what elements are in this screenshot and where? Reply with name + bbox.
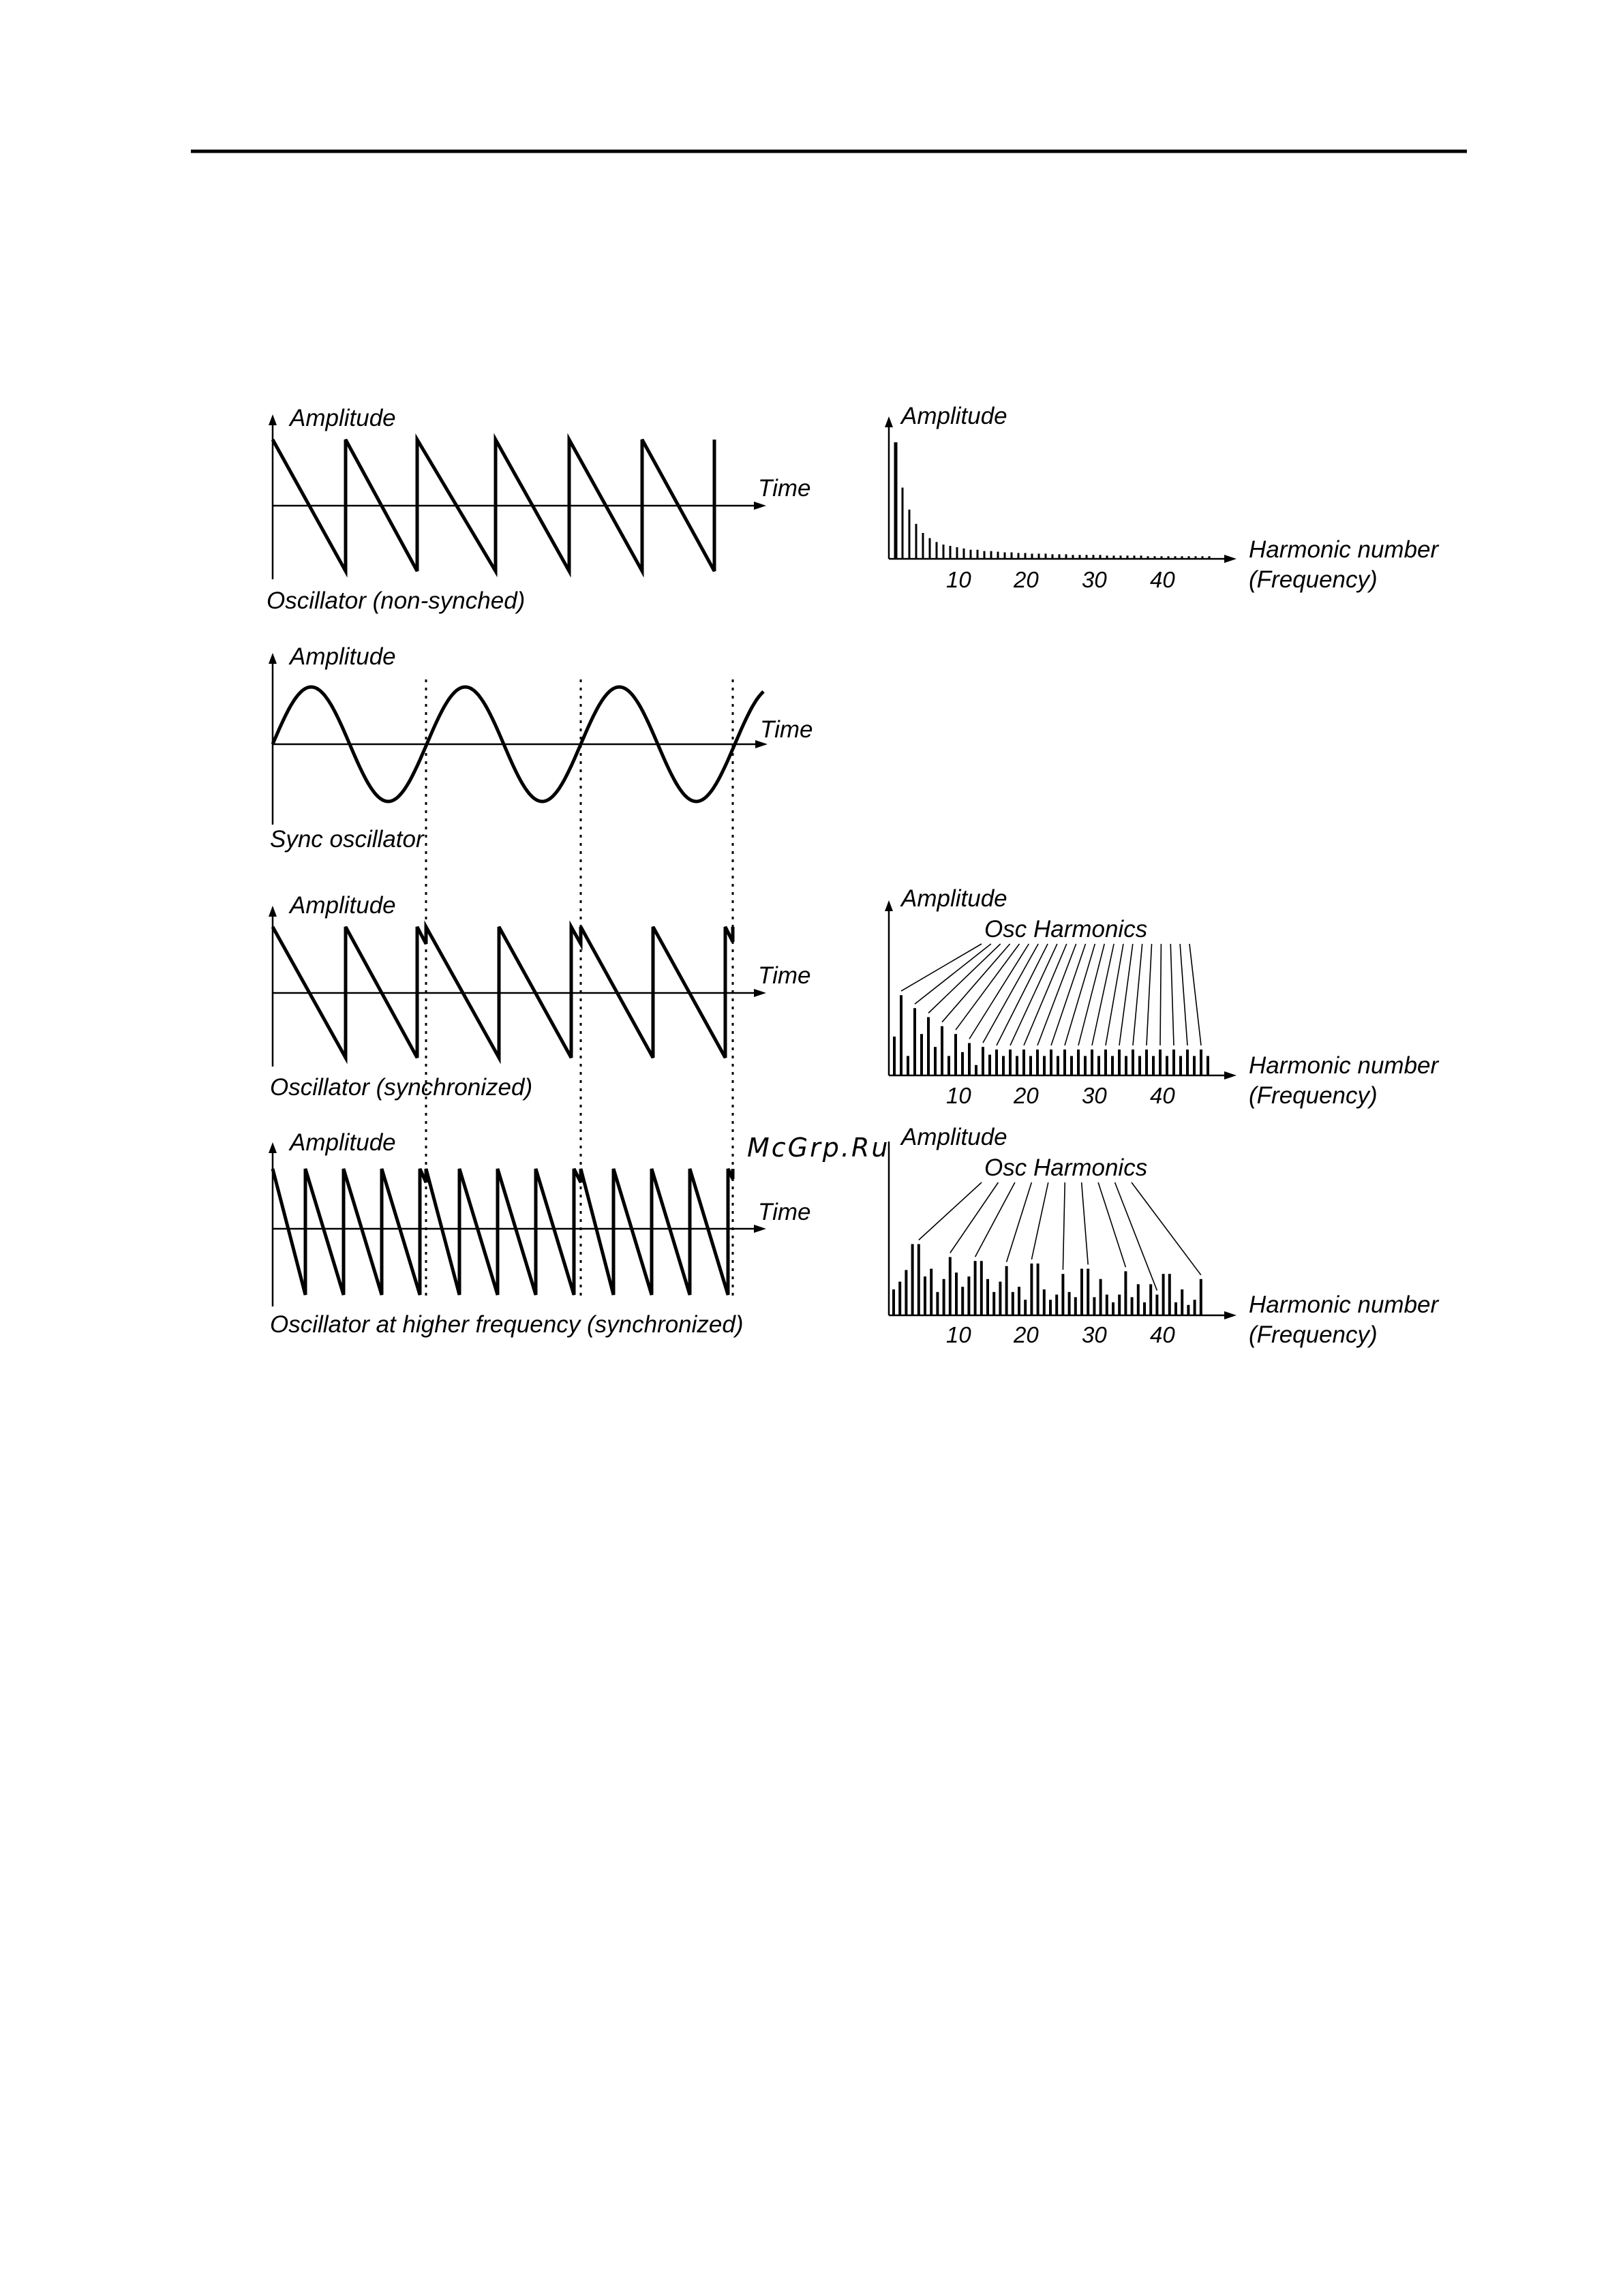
s2-leader-line: [1180, 944, 1187, 1045]
s1-x-label: Harmonic number: [1249, 536, 1439, 563]
s3-amplitude-label: Amplitude: [901, 1124, 1007, 1150]
p4-caption: Oscillator at higher frequency (synchronized): [270, 1311, 744, 1338]
p1-caption: Oscillator (non-synched): [267, 587, 526, 614]
p3-x-arrow: [754, 989, 766, 997]
s2-tick-40: 40: [1150, 1083, 1175, 1108]
s3-leader-line: [1007, 1182, 1032, 1262]
s2-leader-line: [1189, 944, 1201, 1045]
s1-x-arrow: [1224, 555, 1237, 563]
panel-oscillator-synchronized: [269, 892, 810, 1101]
s2-leader-line: [1092, 944, 1114, 1045]
p1-x-arrow: [754, 502, 766, 510]
s3-leader-line: [1082, 1182, 1089, 1265]
p2-amplitude-label: Amplitude: [290, 643, 396, 670]
s2-leader-line: [1078, 944, 1104, 1045]
p1-amplitude-label: Amplitude: [290, 405, 396, 431]
spectrum-higher-frequency: [889, 1124, 1439, 1348]
p1-y-arrow: [269, 414, 277, 425]
s2-x-arrow: [1224, 1071, 1237, 1080]
p2-time-label: Time: [760, 716, 813, 743]
s3-x-arrow: [1224, 1311, 1237, 1319]
s1-amplitude-label: Amplitude: [901, 403, 1007, 429]
s3-tick-20: 20: [1014, 1322, 1039, 1347]
p2-y-arrow: [269, 653, 277, 664]
s3-leader-line: [919, 1182, 982, 1240]
watermark-text: McGrp.Ru: [747, 1133, 890, 1163]
s3-leader-line: [950, 1182, 999, 1253]
s3-osc-harmonics-label: Osc Harmonics: [984, 1154, 1148, 1181]
p4-time-label: Time: [758, 1199, 811, 1225]
p3-time-label: Time: [758, 962, 811, 989]
s2-leader-line: [1147, 944, 1152, 1045]
s2-leader-line: [901, 944, 982, 991]
p1-time-label: Time: [758, 475, 811, 502]
s2-tick-20: 20: [1014, 1083, 1039, 1108]
s3-harmonic-bars: [894, 1244, 1201, 1316]
s1-tick-20: 20: [1014, 567, 1039, 592]
s3-leader-line: [1063, 1182, 1065, 1270]
p3-amplitude-label: Amplitude: [290, 892, 396, 919]
s1-y-arrow: [885, 416, 893, 427]
s2-tick-10: 10: [946, 1083, 971, 1108]
s1-tick-10: 10: [946, 567, 971, 592]
s1-tick-40: 40: [1150, 567, 1175, 592]
s3-leader-line: [975, 1182, 1015, 1257]
s2-leader-line: [1170, 944, 1174, 1045]
s2-leader-line: [915, 944, 991, 1004]
s1-harmonic-bars: [896, 442, 1209, 559]
spectrum-non-synched: [885, 403, 1439, 593]
s3-leader-line: [1098, 1182, 1125, 1267]
s2-leader-line: [1119, 944, 1133, 1045]
s1-x-label-sub: (Frequency): [1249, 566, 1378, 593]
s3-x-label: Harmonic number: [1249, 1291, 1439, 1318]
s3-tick-40: 40: [1150, 1322, 1175, 1347]
s2-tick-30: 30: [1082, 1083, 1107, 1108]
s2-osc-harmonics-label: Osc Harmonics: [984, 916, 1148, 943]
s2-leader-line: [983, 944, 1038, 1043]
panel-oscillator-higher-frequency: [269, 1129, 810, 1338]
s2-leader-line: [1133, 944, 1142, 1045]
p3-caption: Oscillator (synchronized): [270, 1074, 533, 1101]
s1-tick-30: 30: [1082, 567, 1107, 592]
s2-x-label: Harmonic number: [1249, 1052, 1439, 1079]
s2-harmonic-leader-lines: [901, 944, 1201, 1045]
s3-leader-line: [1132, 1182, 1201, 1275]
p4-amplitude-label: Amplitude: [290, 1129, 396, 1156]
s2-leader-line: [997, 944, 1048, 1045]
panel-oscillator-non-synched: [267, 405, 810, 614]
s3-x-label-sub: (Frequency): [1249, 1321, 1378, 1348]
s3-leader-line: [1115, 1182, 1157, 1291]
s2-y-arrow: [885, 900, 893, 911]
p3-y-arrow: [269, 906, 277, 917]
s2-leader-line: [1106, 944, 1123, 1045]
s3-harmonic-leader-lines: [919, 1182, 1201, 1291]
s2-amplitude-label: Amplitude: [901, 885, 1007, 912]
p4-x-arrow: [754, 1225, 766, 1233]
s2-x-label-sub: (Frequency): [1249, 1082, 1378, 1109]
p4-y-arrow: [269, 1142, 277, 1153]
panel-sync-oscillator: [269, 643, 813, 853]
s2-leader-line: [1010, 944, 1057, 1045]
s3-tick-30: 30: [1082, 1322, 1107, 1347]
p2-caption: Sync oscillator: [270, 826, 424, 853]
spectrum-synchronized: [885, 885, 1439, 1109]
s2-leader-line: [1160, 944, 1161, 1045]
s3-leader-line: [1031, 1182, 1048, 1259]
s3-tick-10: 10: [946, 1322, 971, 1347]
p4-sawtooth-wave: [273, 1169, 733, 1295]
